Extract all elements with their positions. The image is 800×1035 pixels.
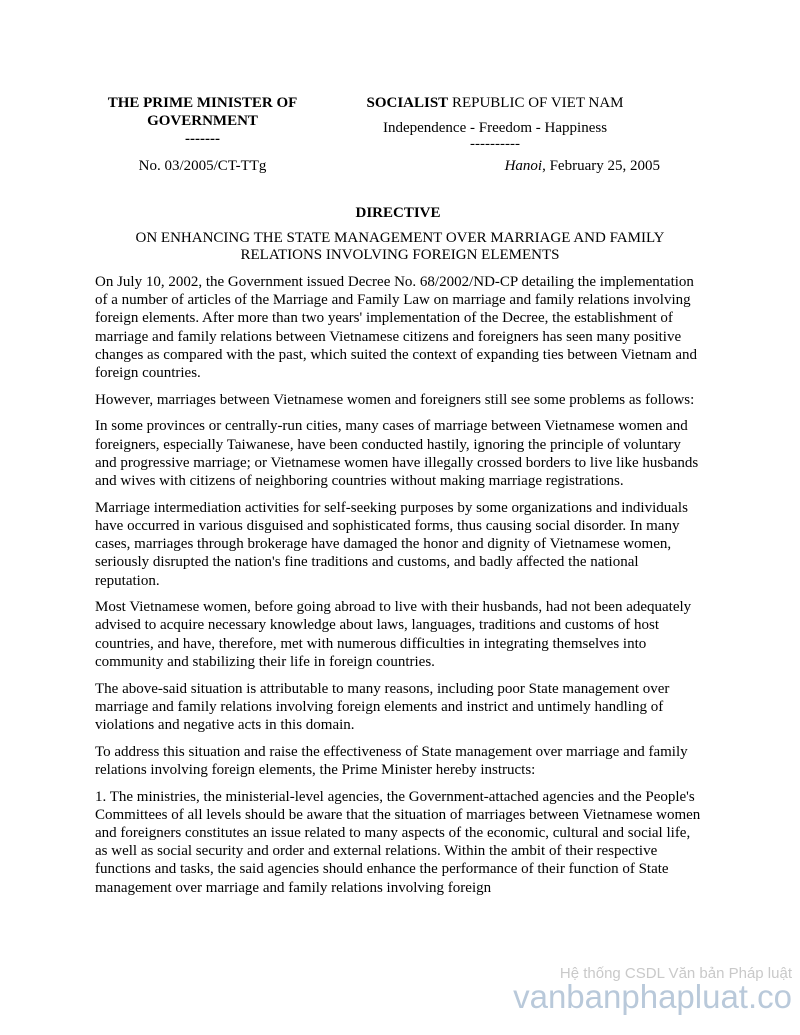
document-body — [95, 273, 705, 905]
paragraph: 1. The ministries, the ministerial-level agencies, the Government-attached agencies and the People's Committees of all levels should be aware that the situation of marriages between Vietnamese women and foreigners constitutes an issue related to many aspects of the economic, cultural and social life, as well as social security and order and external relations. Within the ambit of their respective functions and tasks, the said agencies should enhance the performance of their function of State management over marriage and family relations involving foreign — [95, 788, 701, 896]
issuer-line-1: THE PRIME MINISTER OF — [107, 95, 298, 111]
issuer-block — [95, 94, 310, 148]
paragraph: On July 10, 2002, the Government issued Decree No. 68/2002/ND-CP detailing the implementation of a number of articles of the Marriage and Family Law on marriage and family relations involving foreign elements. After more than two years' implementation of the Decree, the establishment of marriage and family relations between Vietnamese citizens and foreigners has seen many positive changes as compared with the past, which suited the context of expanding ties between Vietnam and foreign countries. — [95, 274, 697, 382]
national-title-rest: REPUBLIC OF VIET NAM — [448, 95, 624, 111]
document-title: DIRECTIVE — [355, 205, 441, 221]
watermark-line-1: Hệ thống CSDL Văn bản Pháp luật — [559, 965, 792, 982]
paragraph: However, marriages between Vietnamese women and foreigners still see some problems as follows: — [95, 391, 695, 408]
issue-date — [505, 157, 660, 175]
motto-separator: ---------- — [470, 136, 520, 152]
national-title-bold: SOCIALIST — [366, 95, 449, 111]
paragraph: The above-said situation is attributable to many reasons, including poor State management over marriage and family relations involving foreign elements and instrict and untimely handling of violations and negative acts in this domain. — [95, 680, 670, 733]
document-number: No. 03/2005/CT-TTg — [138, 158, 267, 174]
issuer-separator: ------- — [185, 131, 220, 147]
document-subtitle: ON ENHANCING THE STATE MANAGEMENT OVER MARRIAGE AND FAMILY RELATIONS INVOLVING FOREIGN ELEMENTS — [135, 230, 665, 263]
issue-place: Hanoi — [504, 158, 543, 174]
watermark-line-2: vanbanphapluat.co — [513, 978, 792, 1015]
paragraph: To address this situation and raise the effectiveness of State management over marriage and family relations involving foreign elements, the Prime Minister hereby instructs: — [95, 743, 688, 778]
paragraph: In some provinces or centrally-run cities, many cases of marriage between Vietnamese women and foreigners, especially Taiwanese, have been conducted hastily, ignoring the principle of voluntary and progressive marriage; or Vietnamese women have illegally crossed borders to live like husbands and wives with citizens of neighboring countries without making marriage registrations. — [95, 418, 699, 490]
paragraph: Marriage intermediation activities for self-seeking purposes by some organizations and individuals have occurred in various disguised and sophisticated forms, thus causing social disorder. In many cases, marriages through brokerage have damaged the honor and dignity of Vietnamese women, seriously disrupted the nation's fine traditions and customs, and badly affected the national reputation. — [95, 499, 688, 589]
issue-date-text: , February 25, 2005 — [542, 158, 660, 174]
national-motto: Independence - Freedom - Happiness — [382, 120, 608, 136]
paragraph: Most Vietnamese women, before going abroad to live with their husbands, had not been adequately advised to acquire necessary knowledge about laws, languages, traditions and customs of host countries, and have, therefore, met with numerous difficulties in integrating themselves into community and stabilizing their life in foreign countries. — [95, 599, 692, 670]
national-title — [366, 95, 623, 111]
national-title-block — [330, 94, 660, 151]
issuer-line-2: GOVERNMENT — [147, 113, 258, 129]
